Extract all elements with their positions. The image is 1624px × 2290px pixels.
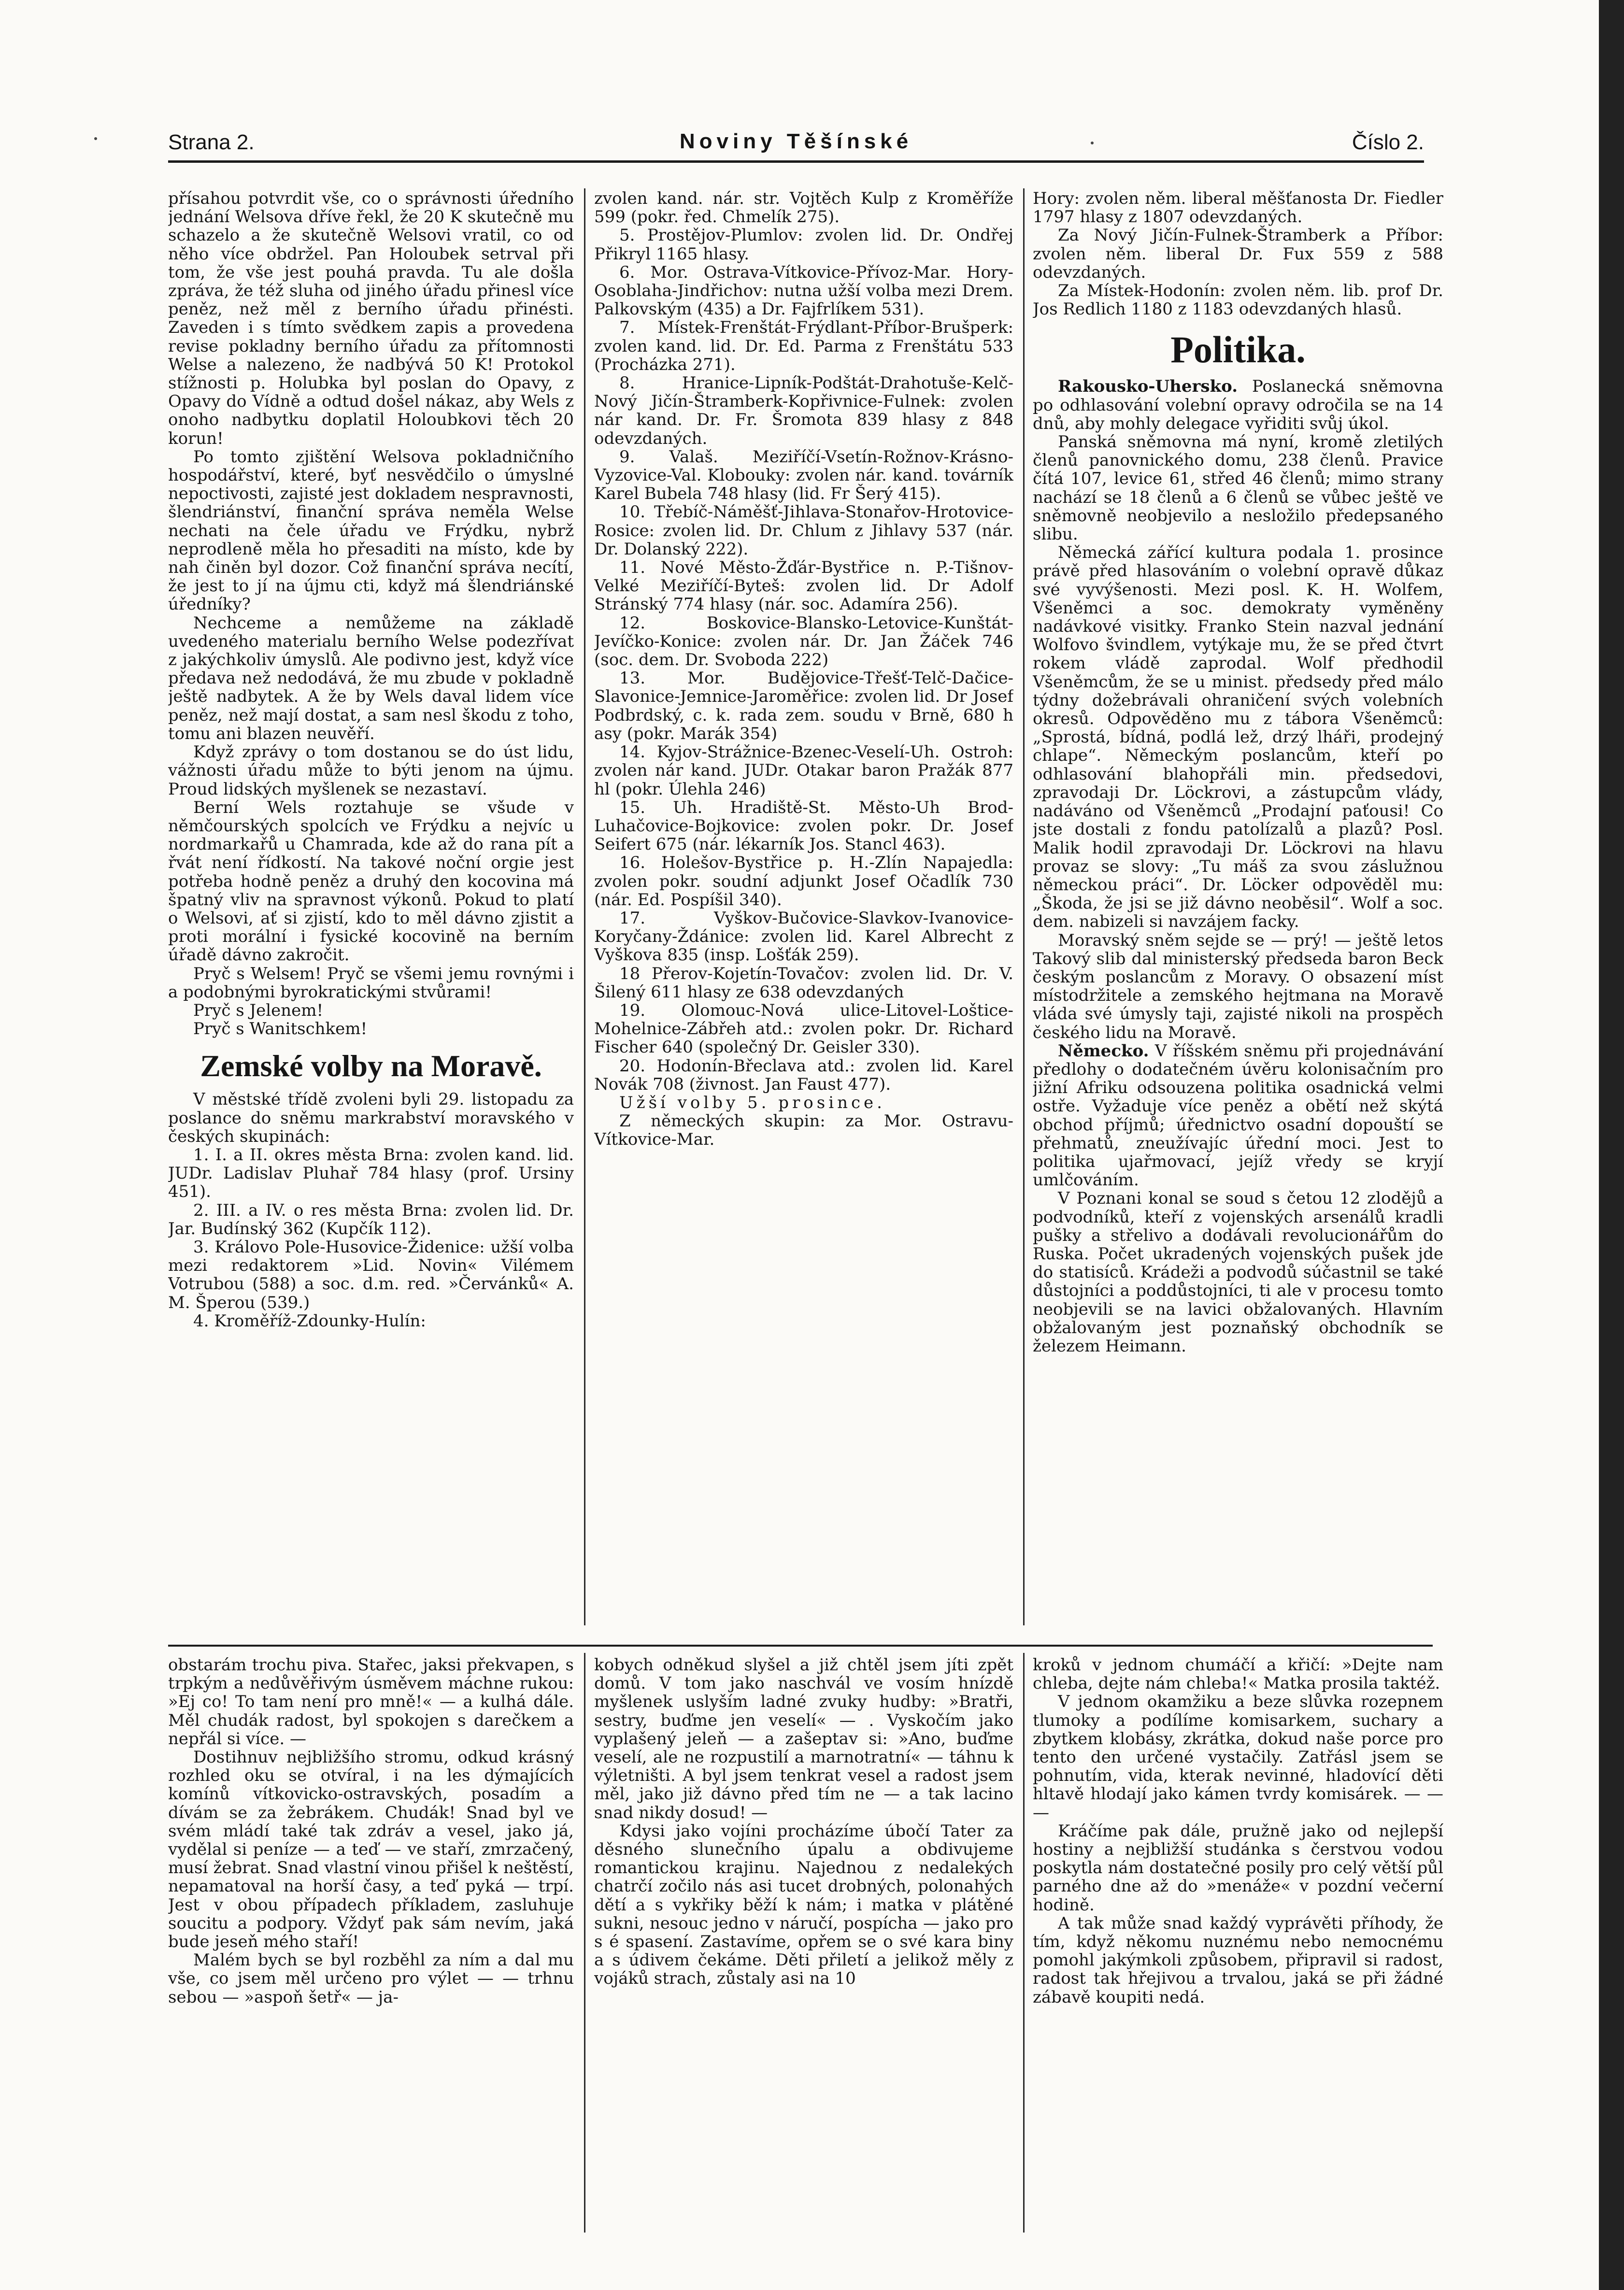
paragraph: Moravský sněm sejde se — prý! — ještě letos Takový slib dal ministerský předseda baron Beck českým poslancům z Moravy. O obsazení míst místodržitele a zemského hejtmana na Moravě vláda své úmysly taji, zajisté nikoli na prospěch českého lidu na Moravě. bbox=[1033, 930, 1443, 1042]
paragraph: 6. Mor. Ostrava-Vítkovice-Přívoz-Mar. Hory-Osoblaha-Jindřichov: nutna užší volba mezi Drem. Palkovským (435) a Dr. Fajfrlíkem 531). bbox=[594, 262, 1013, 319]
paragraph-text: Poslanecká sněmovna po odhlasování volební opravy odročila se na 14 dnů, aby mohly delegace vyřiditi svůj úkol. bbox=[1033, 377, 1443, 433]
paragraph: 8. Hranice-Lipník-Podštát-Drahotuše-Kelč-Nový Jičín-Štramberk-Kopřivnice-Fulnek: zvolen nár kand. Dr. Fr. Šromota 839 hlasy z 848 odevzdaných. bbox=[594, 373, 1013, 448]
article-headline: Zemské volby na Moravě. bbox=[200, 1049, 542, 1083]
section-lead: Německo. bbox=[1058, 1041, 1149, 1061]
ink-speck bbox=[94, 137, 97, 140]
paragraph: Pryč s Welsem! Pryč se všemi jemu rovnými i a podobnými byrokratickými stvůrami! bbox=[168, 964, 574, 1002]
paragraph: V Poznani konal se soud s četou 12 zlodějů a podvodníků, kteří z vojenských arsenálů kradli pušky a střelivo a dodávali revolucionářům do Ruska. Počet ukradených vojenských pušek jde do statisíců. Krádeži a podvodů súčastnil se také důstojníci a poddůstojníci, ti ale v procesu tomto neobjevili se na lavici obžalovaných. Hlavním obžalovaným jest poznaňský obchodník se železem Heimann. bbox=[1033, 1189, 1443, 1356]
paragraph: Za Nový Jičín-Fulnek-Štramberk a Příbor: zvolen něm. liberal Dr. Fux 559 z 588 odevzdaných. bbox=[1033, 226, 1443, 282]
paragraph: Pryč s Wanitschkem! bbox=[193, 1019, 368, 1039]
paragraph: kobych odněkud slyšel a již chtěl jsem jíti zpět domů. V tom jako naschvál ve vosím hnízdě myšlenek uslyším ladné zvuky hudby: »Bratři, sestry, buďme jen veselí« — . Vyskočím jako vyplašený jeleň — a zašeptav si: »Ano, buďme veselí, ale ne rozpustilí a marnotratní« — táhnu k výletništi. A byl jsem tenkrat vesel a radost jsem měl, jako již dávno před tím ne — a tak lacino snad nikdy dosud! — bbox=[594, 1656, 1013, 1822]
paragraph: 3. Královo Pole-Husovice-Židenice: užší volba mezi redaktorem »Lid. Novin« Vilémem Votrubou (588) a soc. d.m. red. »Červánků« A. M. Šperou (539.) bbox=[168, 1237, 574, 1312]
paragraph: 1. I. a II. okres města Brna: zvolen kand. lid. JUDr. Ladislav Pluhař 784 hlasy (prof. Ursiny 451). bbox=[168, 1145, 574, 1202]
section-lead: Rakousko-Uhersko. bbox=[1058, 377, 1238, 397]
paragraph: Užší volby 5. prosince. bbox=[619, 1093, 885, 1112]
paragraph: 20. Hodonín-Břeclava atd.: zvolen lid. Karel Novák 708 (živnost. Jan Faust 477). bbox=[594, 1056, 1013, 1094]
paragraph: Za Místek-Hodonín: zvolen něm. lib. prof Dr. Jos Redlich 1180 z 1183 odevzdaných hlasů. bbox=[1033, 281, 1443, 319]
scan-border bbox=[1599, 0, 1624, 2290]
paragraph: Nechceme a nemůžeme na základě uvedeného materialu berního Welse podezřívat z jakýchkoliv úmyslů. Ale podivno jest, když více předava než nedodává, že mu zbude v pokladně ještě nadbytek. A že by Wels daval lidem více peněz, než mají dostat, a sam nesl škodu z toho, tomu ani blazen neuvěří. bbox=[168, 613, 574, 743]
issue-number: Číslo 2. bbox=[1352, 130, 1424, 154]
masthead: Noviny Těšínské bbox=[679, 129, 913, 153]
paragraph: zvolen kand. nár. str. Vojtěch Kulp z Kroměříže 599 (pokr. řed. Chmelík 275). bbox=[594, 189, 1013, 227]
paragraph: Německá zářící kultura podala 1. prosince právě před hlasováním o volební opravě důkaz své vyvýšenosti. Mezi posl. K. H. Wolfem, Všeněmci a soc. demokraty vyměněny nadávkové visitky. Franko Stein nazval jednání Wolfovo švindlem, vytýkaje mu, že se před čtvrt rokem vládě zaprodal. Wolf předhodil Všeněmcům, že se u minist. předsedy před málo týdny dožebrávali ohraničení svých volebních okresů. Odpověděno mu z tábora Všeněmců: „Sprostá, bídná, podlá lež, drzý lháři, prodejný chlape“. Německým poslancům, kteří po odhlasování blahopřáli min. předsedovi, zpravodaji Dr. Löckrovi, a zástupcům vlády, nadáváno od Všeněmců „Prodajní paťousi! Co jste dostali z fondu patolízalů a plazů? Posl. Malik hodil zpravodaji Dr. Löckrovi na hlavu provaz se slovy: „Tu máš za svou záslužnou německou práci“. Dr. Löcker odpověděl mu: „Škoda, že jsi se již dávno neoběsil“. Wolf a soc. dem. nabizeli si navzájem facky. bbox=[1033, 543, 1443, 932]
paragraph: Berní Wels roztahuje se všude v němčourských spolcích ve Frýdku a nejvíc u nordmarkařů u Chamrada, kde až do rana pít a řvát není řídkostí. Na takové noční orgie jest potřeba hodně peněz a druhý den kocovina má špatný vliv na spravnost výkonů. Pokud to platí o Welsovi, ať si zjistí, kdo to měl dávno zjistit a proti morální i fysické kocovině na berním úřadě dávno zakročit. bbox=[168, 797, 574, 965]
paragraph: 14. Kyjov-Strážnice-Bzenec-Veselí-Uh. Ostroh: zvolen nár kand. JUDr. Otakar baron Pražák 877 hl (pokr. Úlehla 246) bbox=[594, 742, 1013, 799]
paragraph: Po tomto zjištění Welsova pokladničního hospodářství, které, byť nesvědčilo o úmyslné nepoctivosti, zajisté jest dokladem nespravnosti, šlendriánství, finanční správa neměla Welse nechati na čele úřadu ve Frýdku, nybrž neprodleně měla ho přesaditi na místo, kde by nah činěn byl dozor. Což finanční správa necítí, že jest to jí na újmu cti, když má šlendriánské úředníky? bbox=[168, 447, 574, 614]
paragraph: 13. Mor. Budějovice-Třešť-Telč-Dačice-Slavonice-Jemnice-Jaroměřice: zvolen lid. Dr Josef Podbrdský, c. k. rada zem. soudu v Brně, 680 h asy (pokr. Marák 354) bbox=[594, 669, 1013, 743]
column-rule bbox=[584, 1653, 585, 2233]
paragraph: Z německých skupin: za Mor. Ostravu-Vítkovice-Mar. bbox=[594, 1111, 1013, 1150]
paragraph: 17. Vyškov-Bučovice-Slavkov-Ivanovice-Koryčany-Ždánice: zvolen lid. Karel Albrecht z Vyškova 835 (insp. Lošťák 259). bbox=[594, 908, 1013, 965]
feuilleton-rule bbox=[168, 1645, 1433, 1647]
paragraph: Hory: zvolen něm. liberal měšťanosta Dr. Fiedler 1797 hlasy z 1807 odevzdaných. bbox=[1033, 189, 1443, 227]
column-1 bbox=[168, 189, 574, 1634]
paragraph-text: V říšském sněmu při projednávání předlohy o dodatečném úvěru kolonisačním pro jižní Afriku odsouzena politika osadnická velmi ostře. Vyžaduje více peněz a obětí než skýtá obchod příjmů; úřednictvo osadní dopouští se přehmatů, zneužívajíc úřední moci. Jest to politika ujařmovací, jejíž vředy se kryjí umlčováním. bbox=[1033, 1041, 1443, 1190]
paragraph: Když zprávy o tom dostanou se do úst lidu, vážnosti úřadu může to býti jenom na újmu. Proud lidských myšlenek se nezastaví. bbox=[168, 742, 574, 799]
paragraph: 5. Prostějov-Plumlov: zvolen lid. Dr. Ondřej Přikryl 1165 hlasy. bbox=[594, 226, 1013, 264]
story-column-2 bbox=[594, 1656, 1013, 2233]
paragraph: 2. III. a IV. o res města Brna: zvolen lid. Dr. Jar. Budínský 362 (Kupčík 112). bbox=[168, 1200, 574, 1238]
paragraph: přísahou potvrdit vše, co o správnosti úředního jednání Welsova dříve řekl, že 20 K skutečně mu schazelo a že skutečně Welsovi vratil, co od něho více obdržel. Pan Holoubek setrval při tom, že vše jest pouhá pravda. Tu ale došla zpráva, že též sluha od jiného úřadu přinesl více peněz, než měl z berního úřadu přinésti. Zaveden i s tímto svědkem zapis a provedena revise pokladny berního úřadu za přítomnosti Welse a nalezeno, že nadbývá 50 K! Protokol stížnosti p. Holubka byl poslan do Opavy, z Opavy do Vídně a odtud došel nákaz, aby Wels z onoho nadbytku doplatil Holoubkovi těch 20 korun! bbox=[168, 189, 574, 448]
paragraph: 10. Třebíč-Náměšť-Jihlava-Stonařov-Hrotovice-Rosice: zvolen lid. Dr. Chlum z Jihlavy 537 (nár. Dr. Dolanský 222). bbox=[594, 502, 1013, 559]
paragraph: 9. Valaš. Meziříčí-Vsetín-Rožnov-Krásno-Vyzovice-Val. Klobouky: zvolen nár. kand. továrník Karel Bubela 748 hlasy (lid. Fr Šerý 415). bbox=[594, 447, 1013, 504]
section-headline: Politika. bbox=[1170, 328, 1306, 371]
paragraph: Panská sněmovna má nyní, kromě zletilých členů panovnického domu, 238 členů. Pravice čítá 107, levice 61, střed 46 členů; mimo strany nachází se 18 členů a 6 členů se vůbec ještě ve sněmovně neobjevilo a nesložilo předepsaného slibu. bbox=[1033, 432, 1443, 544]
column-rule bbox=[1023, 188, 1025, 1625]
column-3 bbox=[1033, 189, 1443, 1634]
paragraph: Kráčíme pak dále, pružně jako od nejlepší hostiny a nejbližší studánka s čerstvou vodou poskytla nám dostatečné posily pro celý větší půl parného dne až do »menáže« v pozdní večerní hodině. bbox=[1033, 1821, 1443, 1915]
column-rule bbox=[1023, 1653, 1025, 2233]
paragraph: V městské třídě zvoleni byli 29. listopadu za poslance do sněmu markrabství moravského v českých skupinách: bbox=[168, 1090, 574, 1146]
paragraph: 11. Nové Město-Žďár-Bystřice n. P.-Tišnov-Velké Meziříčí-Byteš: zvolen lid. Dr Adolf Stránský 774 hlasy (nár. soc. Adamíra 256). bbox=[594, 558, 1013, 614]
paragraph: 16. Holešov-Bystřice p. H.-Zlín Napajedla: zvolen pokr. soudní adjunkt Josef Očadlík 730 (nár. Ed. Pospíšil 340). bbox=[594, 853, 1013, 910]
paragraph: kroků v jednom chumáčí a křičí: »Dejte nam chleba, dejte nám chleba!« Matka prosila taktéž. bbox=[1033, 1656, 1443, 1693]
story-column-1 bbox=[168, 1656, 574, 2233]
paragraph: 19. Olomouc-Nová ulice-Litovel-Loštice-Mohelnice-Zábřeh atd.: zvolen pokr. Dr. Richard Fischer 640 (společný Dr. Geisler 330). bbox=[594, 1000, 1013, 1057]
page-header bbox=[168, 127, 1424, 163]
column-2 bbox=[594, 189, 1013, 1634]
page-number: Strana 2. bbox=[168, 130, 255, 154]
paragraph: V jednom okamžiku a beze slůvka rozepnem tlumoky a podílíme komisarkem, suchary a zbytkem klobásy, zkrátka, dokud naše porce pro tento den určené vystačily. Zatřásl jsem se pohnutím, vida, kterak nevinné, hladovící děti hltavě hlodají jako kámen tvrdy komisárek. — — — bbox=[1033, 1692, 1443, 1822]
paragraph: 18 Přerov-Kojetín-Tovačov: zvolen lid. Dr. V. Šilený 611 hlasy ze 638 odevzdaných bbox=[594, 964, 1013, 1002]
paragraph: obstarám trochu piva. Stařec, jaksi překvapen, s trpkým a nedůvěřivým úsměvem máchne rukou: »Ej co! To tam není pro mně!« — a kulhá dále. Měl chudák radost, byl spokojen s darečkem a nepřál si více. — bbox=[168, 1656, 574, 1749]
paragraph: 15. Uh. Hradiště-St. Město-Uh Brod-Luhačovice-Bojkovice: zvolen pokr. Dr. Josef Seifert 675 (nár. lékarník Jos. Stancl 463). bbox=[594, 797, 1013, 854]
column-rule bbox=[584, 188, 585, 1625]
paragraph: Kdysi jako vojíni procházíme úbočí Tater za děsného slunečního úpalu a obdivujeme romantickou krajinu. Najednou z nedalekých chatrčí zočilo nás asi tucet drobných, polonahých dětí a s vykřiky běží k nám; i matka v plátěné sukni, nesouc jedno v náručí, pospícha — jako pro s é spasení. Zastavíme, opřem se o své kara biny a s údivem čekáme. Děti přiletí a jelikož měly z vojáků strach, zůstaly asi na 10 bbox=[594, 1821, 1013, 1989]
paragraph: 7. Místek-Frenštát-Frýdlant-Příbor-Brušperk: zvolen kand. lid. Dr. Ed. Parma z Frenštátu 533 (Procházka 271). bbox=[594, 318, 1013, 374]
paragraph: 4. Kroměříž-Zdounky-Hulín: bbox=[193, 1311, 426, 1331]
paragraph: 12. Boskovice-Blansko-Letovice-Kunštát-Jevíčko-Konice: zvolen nár. Dr. Jan Žáček 746 (soc. dem. Dr. Svoboda 222) bbox=[594, 613, 1013, 670]
paragraph: Pryč s Jelenem! bbox=[193, 1000, 324, 1020]
paragraph: Dostihnuv nejbližšího stromu, odkud krásný rozhled oku se otvíral, i na les dýmajících komínů vítkovicko-ostravských, posadím a dívám se za žebrákem. Chudák! Snad byl ve svém mládí také tak zdráv a vesel, jako já, vydělal si peníze — a teď — ve staří, zmrzačený, musí žebrat. Snad vlastní vinou přišel k neštěstí, nepamatoval na horší časy, a teď pyká — trpí. Jest v obou případech příkladem, zasluhuje soucitu a podpory. Vždyť pak sám nevím, jaká bude jeseň mého staří! bbox=[168, 1748, 574, 1952]
story-column-3 bbox=[1033, 1656, 1443, 2233]
paragraph: A tak může snad každý vyprávěti příhody, že tím, když někomu nuznému nebo nemocnému pomohl jakýmkoli způsobem, připravil si radost, radost tak hřejivou a trvalou, jaká se při žádné zábavě koupiti nedá. bbox=[1033, 1913, 1443, 2007]
paragraph bbox=[1033, 377, 1443, 433]
paragraph bbox=[1033, 1042, 1443, 1190]
paragraph: Malém bych se byl rozběhl za ním a dal mu vše, co jsem měl určeno pro výlet — — trhnu sebou — »aspoň šetř« — ja- bbox=[168, 1950, 574, 2007]
